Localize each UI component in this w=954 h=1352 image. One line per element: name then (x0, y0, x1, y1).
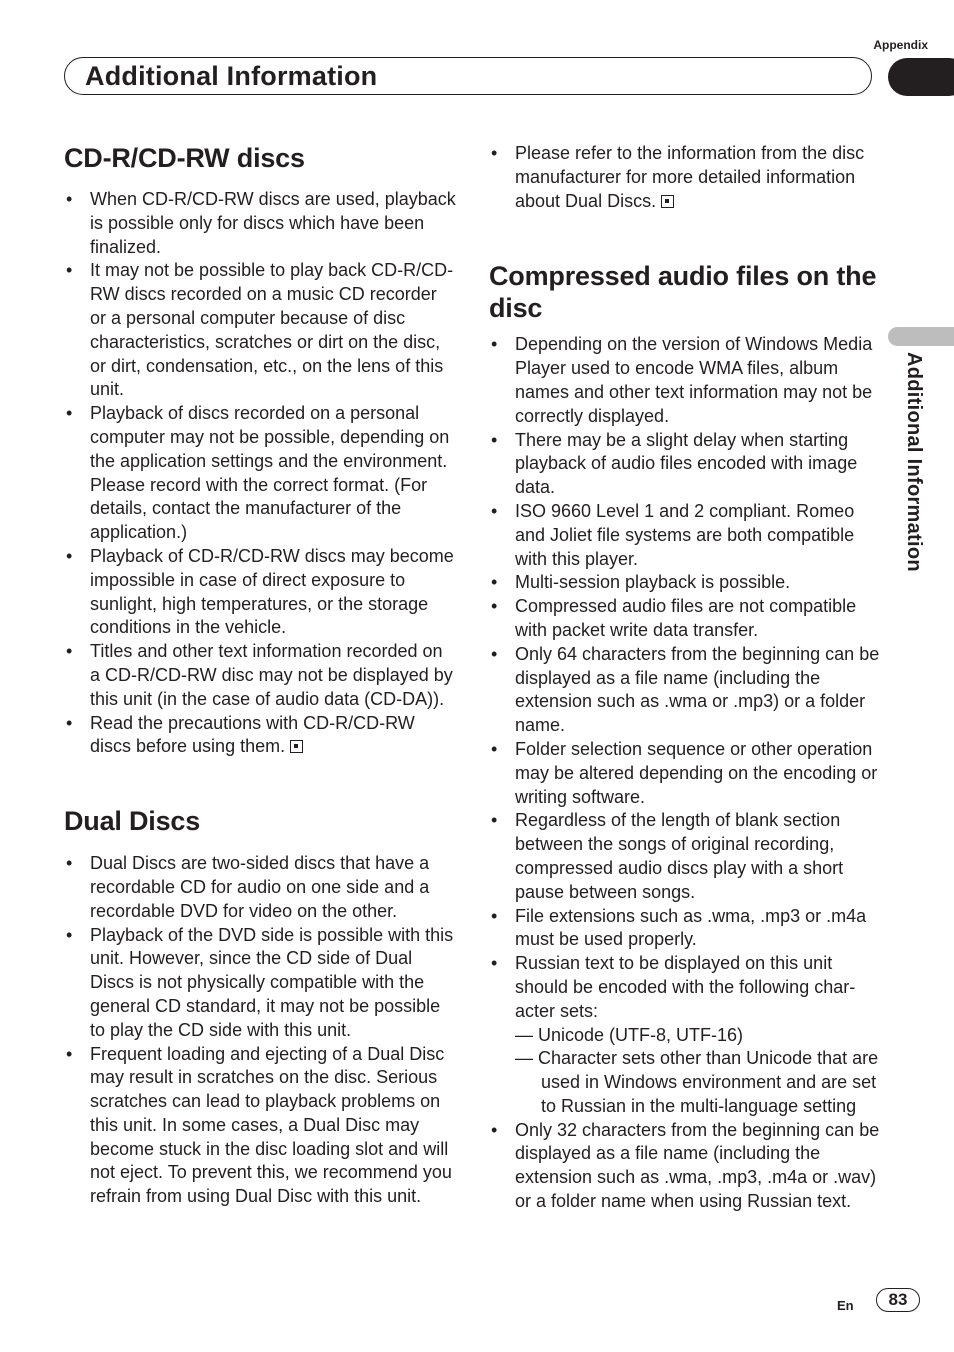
list-item: • Only 64 characters from the beginning can be displayed as a file name (including the extension such as .wma or .mp3) or a folder name. (491, 643, 880, 736)
list-item: • ISO 9660 Level 1 and 2 compliant. Romeo and Joliet file systems are both compatible with this player. (491, 500, 855, 569)
list-item: • Folder selection sequence or other operation may be altered depending on the encoding or writing software. (491, 738, 878, 807)
dual-list-continued (489, 142, 881, 213)
list-item: • Playback of discs recorded on a personal computer may not be possible, depending on the application settings and the environment. Please record with the correct format. (For details, contact the manufacturer of the application.) (66, 403, 450, 543)
list-item: • File extensions such as .wma, .mp3 or .m4a must be used properly. (491, 905, 867, 950)
list-item: • Playback of CD-R/CD-RW discs may become impossible in case of direct exposure to sunlight, high temperatures, or the storage conditions in the vehicle. (66, 545, 454, 638)
charset-option: — Character sets other than Unicode that are used in Windows environment and are set to Russian in the multi-language setting (515, 1048, 879, 1116)
dual-list (64, 852, 456, 1209)
section-title: Additional Information (85, 61, 378, 91)
left-column (64, 142, 456, 1209)
section-end-icon (290, 740, 303, 753)
list-item: • Regardless of the length of blank section between the songs of original recording, compressed audio discs play with a short pause between songs. (491, 810, 844, 902)
page-number: 83 (876, 1288, 920, 1312)
list-item: • Only 32 characters from the beginning can be displayed as a file name (including the extension such as .wma, .mp3, .m4a or .wav) or a folder name when using Russian text. (491, 1119, 880, 1212)
list-item: • Read the precautions with CD-R/CD-RW discs before using them. (66, 712, 415, 757)
list-item: • Depending on the version of Windows Media Player used to encode WMA files, album names and other text information may not be correctly displayed. (491, 334, 873, 426)
list-item: • There may be a slight delay when starting playback of audio files encoded with image data. (491, 429, 858, 498)
list-item: • Playback of the DVD side is possible with this unit. However, since the CD side of Dual Discs is not physically compatible with the general CD standard, it may not be possible to play the CD side with this unit. (66, 924, 454, 1040)
list-item: • It may not be possible to play back CD-R/CD-RW discs recorded on a music CD recorder or a personal computer because of disc characteristics, scratches or dirt on the disc, or dirt, condensation, etc., on the lens of this unit. (66, 260, 454, 400)
list-item: • Dual Discs are two-sided discs that have a recordable CD for audio on one side and a recordable DVD for video on the other. (66, 853, 430, 921)
list-item: • Compressed audio files are not compatible with packet write data transfer. (491, 596, 857, 640)
heading-compressed-audio: Compressed audio files on the disc (489, 261, 877, 324)
list-item: • Russian text to be displayed on this unit should be encoded with the following character sets: — Unicode (UTF-8, UTF-16) — Character sets other than Unicode that are used in Windows environment and are set to Russian in the multi-language setting (489, 952, 881, 1119)
appendix-label: Appendix (873, 38, 928, 52)
charset-option: — Unicode (UTF-8, UTF-16) (515, 1024, 744, 1045)
section-end-icon (661, 195, 674, 208)
section-tab-marker (888, 58, 954, 96)
compressed-list (489, 333, 881, 1213)
right-column (489, 142, 881, 1214)
language-label: En (837, 1298, 854, 1313)
side-chapter-label: Additional Information (903, 352, 925, 572)
cdr-list (64, 188, 456, 759)
heading-cdr-discs: CD-R/CD-RW discs (64, 143, 305, 173)
list-item: • Multi-session playback is possible. (491, 572, 791, 593)
section-header-bar (64, 57, 872, 95)
heading-dual-discs: Dual Discs (64, 806, 201, 837)
list-item: • Frequent loading and ejecting of a Dual Disc may result in scratches on the disc. Serious scratches can lead to playback problems on this unit. In some cases, a Dual Disc may become stuck in the disc loading slot and will not eject. To prevent this, we recommend you refrain from using Dual Disc with this unit. (66, 1043, 452, 1207)
list-item: • Titles and other text information recorded on a CD-R/CD-RW disc may not be displayed by this unit (in the case of audio data (CD-DA)). (66, 641, 453, 709)
chapter-tab-marker (888, 327, 954, 346)
list-item: • Please refer to the information from the disc manufacturer for more detailed information about Dual Discs. (491, 143, 865, 211)
list-item: • When CD-R/CD-RW discs are used, playback is possible only for discs which have been finalized. (66, 189, 456, 257)
